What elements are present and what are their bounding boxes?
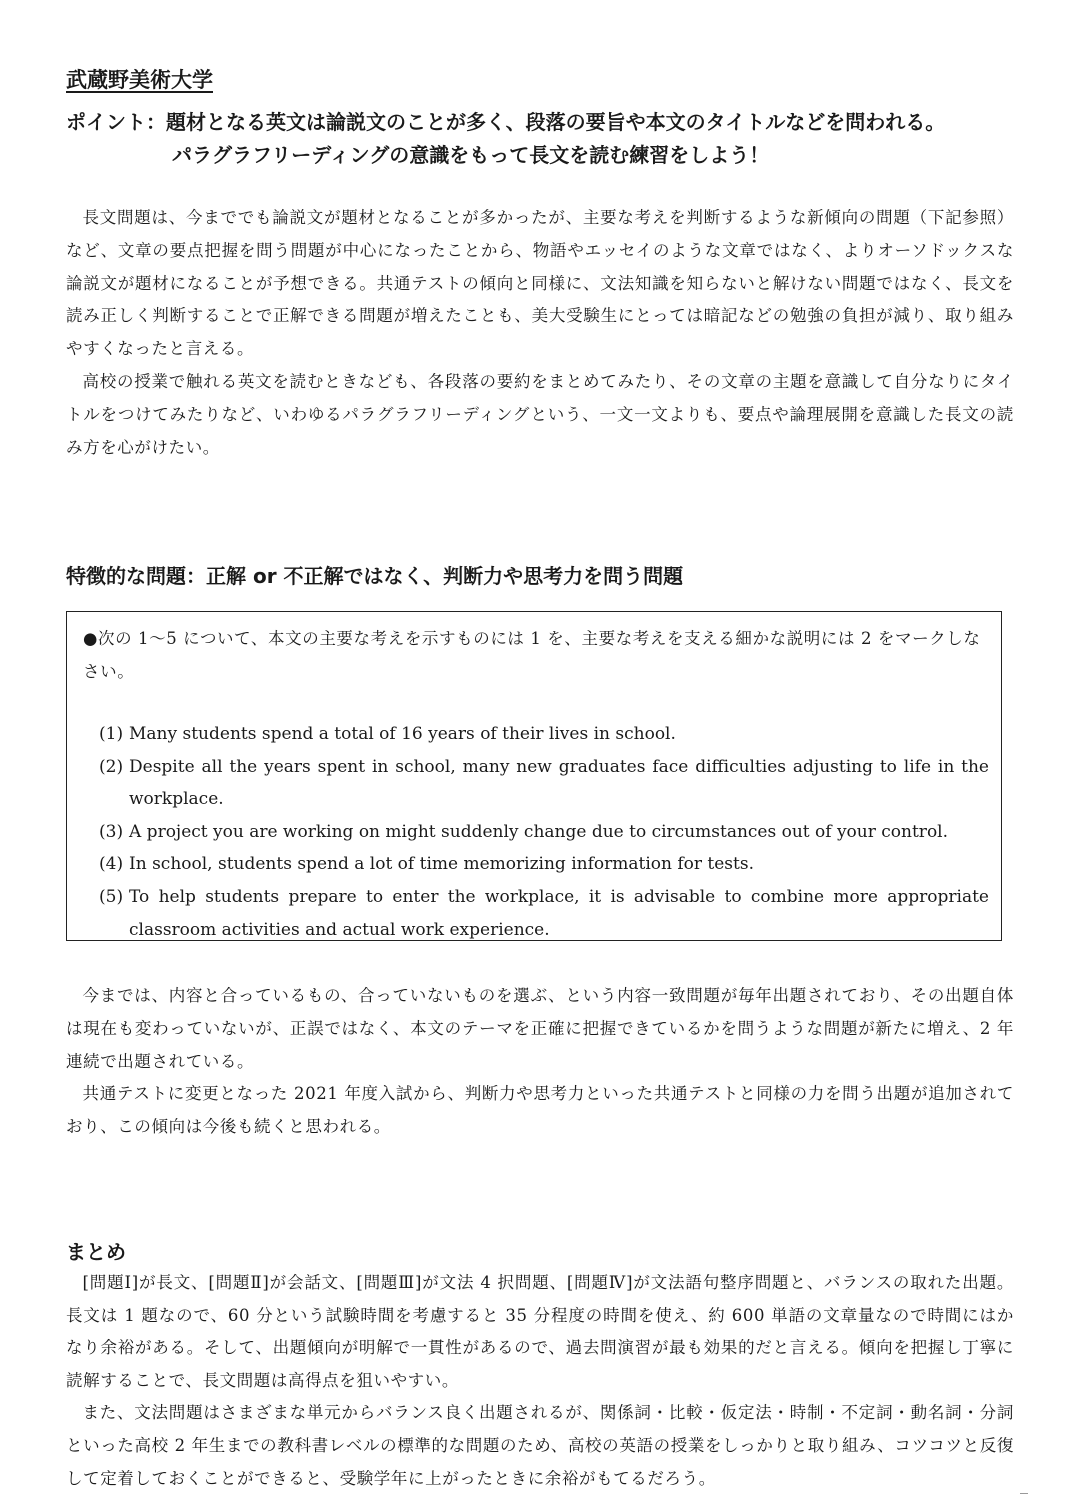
trend-section xyxy=(66,980,1014,1144)
summary-heading: まとめ xyxy=(66,1240,126,1264)
summary-paragraph-2: また、文法問題はさまざまな単元からバランス良く出題されるが、関係詞・比較・仮定法・時制・不定詞・動名詞・分詞といった高校 2 年生までの教科書レベルの標準的な問題のため、高校の英語の授業をしっかりと取り組み、コツコツと反復して定着しておくことができると、受験学年に上がったときに余裕がもてるだろう。 xyxy=(66,1403,1014,1488)
question-item xyxy=(99,881,989,946)
intro-section xyxy=(66,202,1014,464)
question-item xyxy=(99,816,989,849)
question-text: Despite all the years spent in school, many new graduates face difficulties adjusting to life in the workplace. xyxy=(129,756,989,810)
question-item xyxy=(99,718,989,751)
point-line-2: パラグラフリーディングの意識をもって長文を読む練習をしよう！ xyxy=(172,143,770,167)
question-number: (3) xyxy=(99,821,124,842)
page-title: 武蔵野美術大学 xyxy=(66,68,213,92)
question-number: (4) xyxy=(99,854,124,875)
question-item xyxy=(99,848,989,881)
question-number: (5) xyxy=(99,886,124,907)
question-item xyxy=(99,751,989,816)
question-text: In school, students spend a lot of time memorizing information for tests. xyxy=(129,854,754,875)
question-number: (1) xyxy=(99,724,124,744)
question-box xyxy=(66,611,1002,941)
question-instruction: ●次の 1～5 について、本文の主要な考えを示すものには 1 を、主要な考えを支える細かな説明には 2 をマークしなさい。 xyxy=(83,629,981,681)
trend-paragraph-1: 今までは、内容と合っているもの、合っていないものを選ぶ、という内容一致問題が毎年出題されており、その出題自体は現在も変わっていないが、正誤ではなく、本文のテーマを正確に把握できているかを問うような問題が新たに増え、2 年連続で出題されている。 xyxy=(66,986,1014,1071)
point-line-1: ポイント：題材となる英文は論説文のことが多く、段落の要旨や本文のタイトルなどを問われる。 xyxy=(66,110,946,134)
question-text: Many students spend a total of 16 years of their lives in school. xyxy=(129,724,676,744)
intro-paragraph-2: 高校の授業で触れる英文を読むときなども、各段落の要約をまとめてみたり、その文章の主題を意識して自分なりにタイトルをつけてみたりなど、いわゆるパラグラフリーディングという、一文一文よりも、要点や論理展開を意識した長文の読み方を心がけたい。 xyxy=(66,371,1014,457)
trend-paragraph-2: 共通テストに変更となった 2021 年度入試から、判断力や思考力といった共通テストと同様の力を問う出題が追加されており、この傾向は今後も続くと思われる。 xyxy=(66,1084,1014,1137)
question-text: To help students prepare to enter the workplace, it is advisable to combine more appropriate classroom activities and actual work experience. xyxy=(129,886,989,940)
question-text: A project you are working on might suddenly change due to circumstances out of your control. xyxy=(129,821,949,842)
intro-paragraph-1: 長文問題は、今まででも論説文が題材となることが多かったが、主要な考えを判断するような新傾向の問題（下記参照）など、文章の要点把握を問う問題が中心になったことから、物語やエッセイのような文章ではなく、よりオーソドックスな論説文が題材になることが予想できる。共通テストの傾向と同様に、文法知識を知らないと解けない問題ではなく、長文を読み正しく判断することで正解できる問題が増えたことも、美大受験生にとっては暗記などの勉強の負担が減り、取り組みやすくなったと言える。 xyxy=(66,208,1014,359)
question-number: (2) xyxy=(99,756,124,777)
question-list xyxy=(99,718,989,946)
page-edge-mark xyxy=(1020,1493,1028,1494)
summary-paragraph-1: [問題Ⅰ]が長文、[問題Ⅱ]が会話文、[問題Ⅲ]が文法 4 択問題、[問題Ⅳ]が文法語句整序問題と、バランスの取れた出題。長文は 1 題なので、60 分という試験時間を考慮すると 35 分程度の時間を使え、約 600 単語の文章量なので時間にはかなり余裕がある。そして、出題傾向が明解で一貫性があるので、過去問演習が最も効果的だと言える。傾向を把握し丁寧に読解することで、長文問題は高得点を狙いやすい。 xyxy=(66,1273,1014,1390)
point-heading xyxy=(66,106,1046,172)
feature-heading: 特徴的な問題：正解 or 不正解ではなく、判断力や思考力を問う問題 xyxy=(66,564,684,588)
summary-section xyxy=(66,1267,1014,1495)
